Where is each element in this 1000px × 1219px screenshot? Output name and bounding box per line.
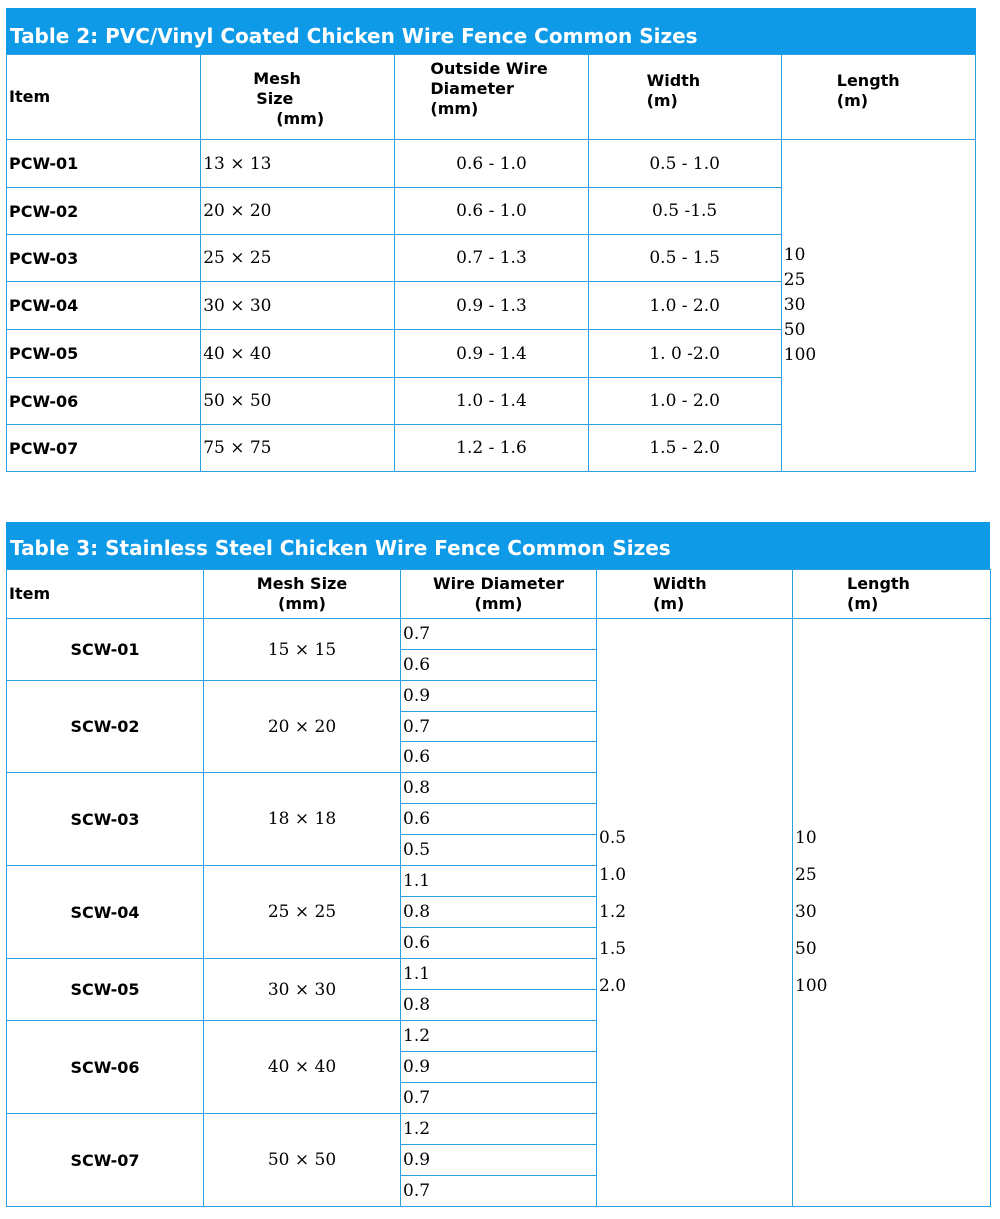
header-length-line1: Length — [836, 71, 900, 90]
item-id: PCW-03 — [7, 235, 201, 282]
mesh-size: 75 × 75 — [201, 425, 395, 472]
wire-diameter: 1.2 — [401, 1021, 597, 1052]
wire-diameter: 0.7 — [401, 619, 597, 650]
item-id: PCW-02 — [7, 188, 201, 235]
header-mesh-line1: Mesh Size — [256, 574, 348, 593]
width: 1.5 - 2.0 — [588, 425, 781, 472]
wire-diameter: 0.6 — [401, 804, 597, 835]
length-value: 100 — [783, 345, 817, 365]
header-item-label: Item — [9, 584, 51, 603]
width: 0.5 - 1.0 — [588, 140, 781, 188]
width: 0.5 - 1.5 — [588, 235, 781, 282]
item-id: PCW-05 — [7, 330, 201, 378]
table-row — [7, 140, 976, 188]
item-id: PCW-01 — [7, 140, 201, 188]
mesh-size: 30 × 30 — [201, 282, 395, 330]
mesh-size: 50 × 50 — [204, 1114, 401, 1207]
wire-diameter: 0.7 - 1.3 — [395, 235, 588, 282]
mesh-size: 20 × 20 — [201, 188, 395, 235]
wire-diameter: 0.9 — [401, 1145, 597, 1176]
table3-title: Table 3: Stainless Steel Chicken Wire Fence Common Sizes — [6, 522, 990, 570]
wire-diameter: 0.6 — [401, 742, 597, 773]
width: 1.0 - 2.0 — [588, 378, 781, 425]
wire-diameter: 0.9 — [401, 1052, 597, 1083]
mesh-size: 50 × 50 — [201, 378, 395, 425]
item-id: SCW-04 — [7, 866, 204, 959]
length-value: 100 — [795, 976, 828, 996]
wire-diameter: 1.0 - 1.4 — [395, 378, 588, 425]
width: 1.0 - 2.0 — [588, 282, 781, 330]
wire-diameter: 0.9 - 1.3 — [395, 282, 588, 330]
wire-diameter: 0.7 — [401, 1176, 597, 1207]
table-row — [7, 619, 991, 650]
header-mesh-line2: (mm) — [278, 594, 326, 613]
wire-diameter: 0.9 — [401, 681, 597, 712]
header-mesh-line2: Size — [256, 89, 294, 108]
wire-diameter: 0.6 — [401, 650, 597, 681]
mesh-size: 30 × 30 — [204, 959, 401, 1021]
length-value: 50 — [783, 320, 806, 340]
length-value: 30 — [795, 902, 817, 922]
length-value: 25 — [795, 865, 817, 885]
item-id: SCW-01 — [7, 619, 204, 681]
wire-diameter: 0.5 — [401, 835, 597, 866]
table2 — [6, 54, 976, 472]
mesh-size: 15 × 15 — [204, 619, 401, 681]
wire-diameter: 0.7 — [401, 712, 597, 742]
length-values — [793, 619, 991, 1207]
header-width — [588, 55, 781, 140]
width-value: 1.2 — [599, 902, 627, 922]
header-outside-wire-diameter — [395, 55, 588, 140]
item-id: PCW-04 — [7, 282, 201, 330]
mesh-size: 20 × 20 — [204, 681, 401, 773]
item-id: PCW-06 — [7, 378, 201, 425]
mesh-size: 25 × 25 — [204, 866, 401, 959]
wire-diameter: 0.6 - 1.0 — [395, 188, 588, 235]
header-width-line1: Width — [653, 574, 707, 593]
wire-diameter: 0.6 - 1.0 — [395, 140, 588, 188]
header-item-label: Item — [9, 87, 51, 106]
header-length-line1: Length — [847, 574, 910, 593]
item-id: SCW-06 — [7, 1021, 204, 1114]
width-value: 2.0 — [599, 976, 627, 996]
table3 — [6, 569, 991, 1207]
length-value: 50 — [795, 939, 817, 959]
table3-header-row — [7, 570, 991, 619]
header-diameter-line1: Outside Wire — [430, 59, 548, 78]
header-diameter-line1: Wire Diameter — [433, 574, 564, 593]
length-value: 10 — [783, 245, 806, 265]
mesh-size: 40 × 40 — [204, 1021, 401, 1114]
header-length-line2: (m) — [836, 91, 869, 110]
item-id: SCW-07 — [7, 1114, 204, 1207]
wire-diameter: 0.7 — [401, 1083, 597, 1114]
header-diameter-line3: (mm) — [430, 99, 479, 118]
header-item — [7, 570, 204, 619]
table2-header-row — [7, 55, 976, 140]
mesh-size: 25 × 25 — [201, 235, 395, 282]
width-value: 1.0 — [599, 865, 627, 885]
length-value: 10 — [795, 828, 817, 848]
item-id: PCW-07 — [7, 425, 201, 472]
header-mesh-line1: Mesh — [253, 69, 301, 88]
header-width-line1: Width — [646, 71, 701, 90]
header-mesh-size — [201, 55, 395, 140]
header-item — [7, 55, 201, 140]
width-value: 1.5 — [599, 939, 627, 959]
width: 0.5 -1.5 — [588, 188, 781, 235]
mesh-size: 13 × 13 — [201, 140, 395, 188]
header-mesh-size — [204, 570, 401, 619]
header-diameter-line2: (mm) — [474, 594, 523, 613]
table2-title: Table 2: PVC/Vinyl Coated Chicken Wire Fence Common Sizes — [6, 8, 976, 54]
item-id: SCW-02 — [7, 681, 204, 773]
wire-diameter: 0.8 — [401, 773, 597, 804]
header-diameter-line2: Diameter — [430, 79, 514, 98]
wire-diameter: 0.8 — [401, 897, 597, 928]
mesh-size: 18 × 18 — [204, 773, 401, 866]
wire-diameter: 1.2 - 1.6 — [395, 425, 588, 472]
header-width — [597, 570, 793, 619]
width-values — [597, 619, 793, 1207]
mesh-size: 40 × 40 — [201, 330, 395, 378]
item-id: SCW-05 — [7, 959, 204, 1021]
wire-diameter: 1.1 — [401, 959, 597, 990]
length-value: 30 — [783, 295, 806, 315]
wire-diameter: 0.9 - 1.4 — [395, 330, 588, 378]
header-length — [781, 55, 975, 140]
wire-diameter: 0.6 — [401, 928, 597, 959]
header-length — [793, 570, 991, 619]
wire-diameter: 1.1 — [401, 866, 597, 897]
width: 1. 0 -2.0 — [588, 330, 781, 378]
length-value: 25 — [783, 270, 806, 290]
length-values — [781, 140, 975, 472]
header-length-line2: (m) — [847, 594, 879, 613]
header-width-line2: (m) — [653, 594, 685, 613]
wire-diameter: 1.2 — [401, 1114, 597, 1145]
header-width-line2: (m) — [646, 91, 678, 110]
item-id: SCW-03 — [7, 773, 204, 866]
width-value: 0.5 — [599, 828, 627, 848]
header-wire-diameter — [401, 570, 597, 619]
header-mesh-line3: (mm) — [276, 109, 325, 128]
wire-diameter: 0.8 — [401, 990, 597, 1021]
